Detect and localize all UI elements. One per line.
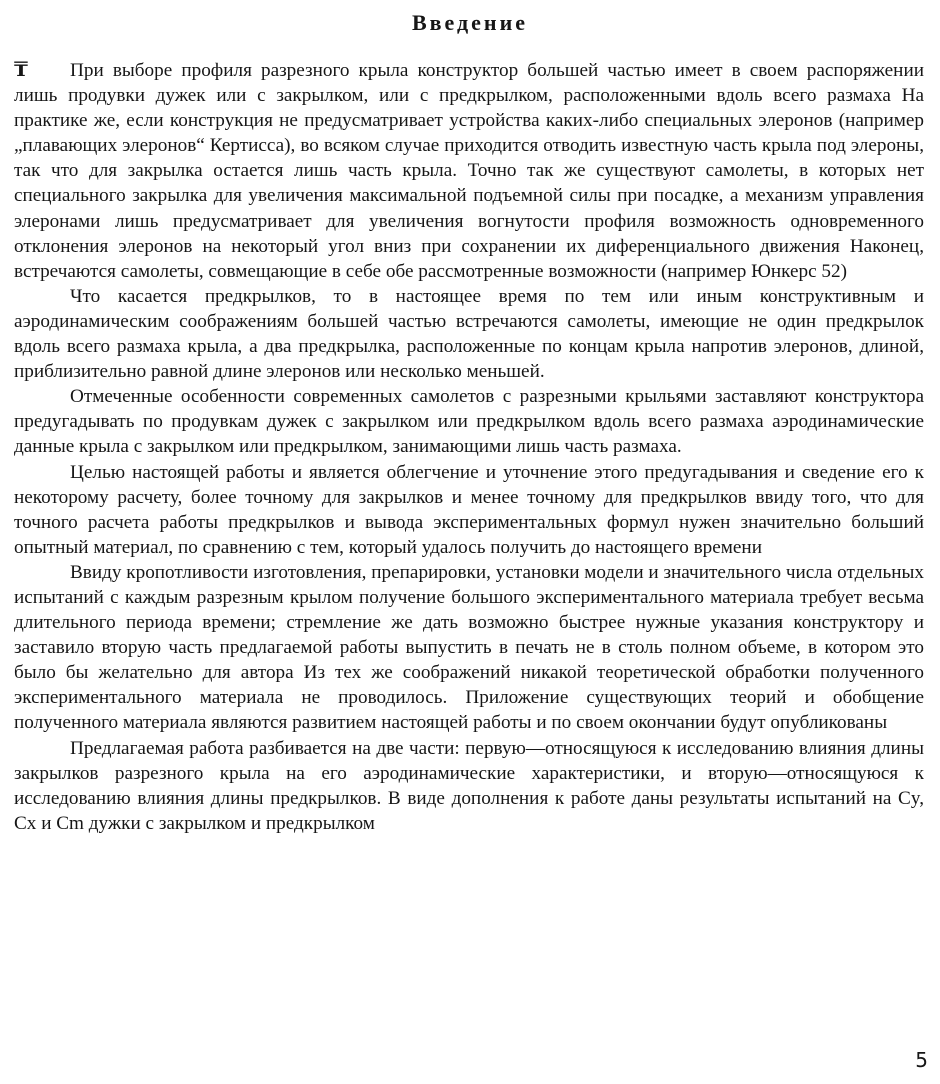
paragraph-2: Что касается предкрылков, то в настоящее время по тем или иным конструктивным и аэродинамическим соображениям большей частью встречаются самолеты, имеющие не один предкрылок вдоль всего размаха крыла, а два предкрылка, расположенные по концам крыла напротив элеронов, длиной, приблизительно равной длине элеронов или несколько меньшей.: [14, 285, 924, 383]
paragraph-5: Ввиду кропотливости изготовления, препарировки, установки модели и значительного числа отдельных испытаний с каждым разрезным крылом получение большого экспериментального материала требует весьма длительного периода времени; стремление же дать возможно быстрее нужные указания конструктору и заставило вторую часть предлагаемой работы выпустить в печать не в столь полном объеме, в котором это было бы желательно для автора Из тех же соображений никакой теоретической обработки полученного экспериментального материала не проводилось. Приложение существующих теорий и обобщение полученного материала являются развитием настоящей работы и по своем окончании будут опубликованы: [14, 561, 924, 734]
body-text: [14, 58, 924, 836]
paragraph-1: [14, 58, 924, 284]
page-title: Введение: [411, 10, 529, 35]
paragraph-4: Целью настоящей работы и является облегчение и уточнение этого предугадывания и сведение его к некоторому расчету, более точному для закрылков и менее точному для предкрылков ввиду того, что для точного расчета работы предкрылков и вывода экспериментальных формул нужен значительно больший опытный материал, по сравнению с тем, который удалось получить до настоящего времени: [14, 461, 924, 558]
paragraph-1-text: При выборе профиля разрезного крыла конструктор большей частью имеет в своем распоряжении лишь продувки дужек или с закрылком, или с предкрылком, расположенными вдоль всего размаха На практике же, если конструкция не предусматривает устройства каких-либо специальных элеронов (например „плавающих элеронов“ Кертисса), во всяком случае приходится отводить известную часть крыла под элероны, так что для закрылка остается лишь часть крыла. Точно так же существуют самолеты, в которых нет специального закрылка для увеличения максимальной подъемной силы при посадке, а механизм управления элеронами лишь предусматривает для увеличения вогнутости профиля возможность одновременного отклонения элеронов на некоторый угол вниз при сохранении их диференциального движения Наконец, встречаются самолеты, совмещающие в себе обе рассмотренные возможности (например Юнкерс 52): [14, 60, 924, 282]
page-number: 5: [915, 1048, 928, 1072]
paragraph-3: Отмеченные особенности современных самолетов с разрезными крыльями заставляют конструктора предугадывать по продувкам дужек с закрылком или предкрылком вдоль всего размаха аэродинамические данные крыла с закрылком или предкрылком, занимающими лишь часть размаха.: [14, 386, 924, 458]
paragraph-6: Предлагаемая работа разбивается на две части: первую—относящуюся к исследованию влияния длины закрылков разрезного крыла на его аэродинамические характеристики, и вторую—относящуюся к исследованию влияния длины предкрылков. В виде дополнения к работе даны результаты испытаний на Cy, Cx и Cm дужки с закрылком и предкрылком: [14, 737, 924, 834]
margin-mark-icon: ₸: [14, 59, 28, 81]
